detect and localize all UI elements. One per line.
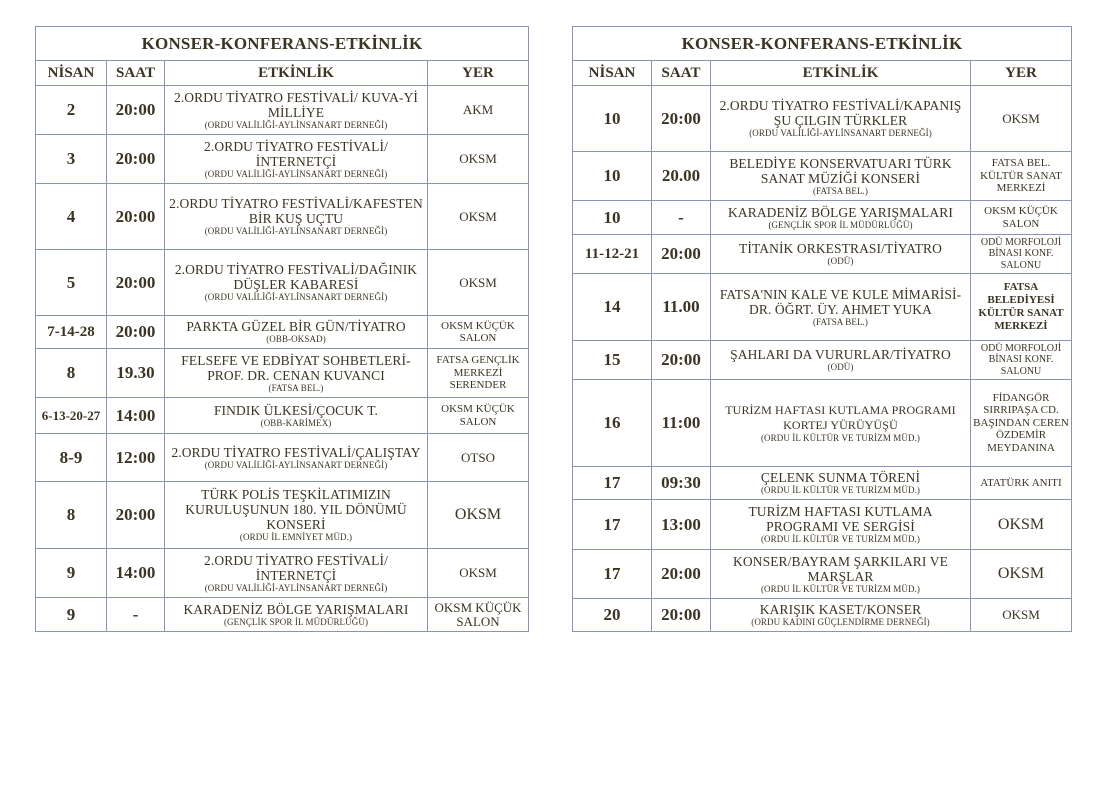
table-title-row [36,27,529,61]
event-title: ŞAHLARI DA VURURLAR/TİYATRO [730,347,951,362]
event-organizer: (FATSA BEL.) [812,316,869,327]
event-organizer: (FATSA BEL.) [812,185,869,196]
header-event: ETKİNLİK [711,61,971,86]
row-time: 20:00 [107,316,165,349]
row-venue: OKSM KÜÇÜK SALON [428,398,529,434]
row-time: 09:30 [652,467,711,500]
event-title: KONSER/BAYRAM ŞARKILARI VE MARŞLAR [733,553,948,584]
row-day: 17 [573,500,652,550]
row-event-cell [165,86,428,135]
event-organizer: (ORDU İL EMNİYET MÜD.) [239,532,353,542]
row-event-cell [711,467,971,500]
column-header-row [573,61,1072,86]
row-time: 11:00 [652,380,711,467]
row-day: 10 [573,86,652,152]
row-venue: OKSM KÜÇÜK SALON [428,316,529,349]
header-time: SAAT [652,61,711,86]
event-title: 2.ORDU TİYATRO FESTİVALİ/İNTERNETÇİ [204,138,388,169]
event-title: 2.ORDU TİYATRO FESTİVALİ/ÇALIŞTAY [171,444,421,460]
event-organizer: (GENÇLİK SPOR İL MÜDÜRLÜĞÜ) [768,219,913,230]
row-day: 10 [573,152,652,201]
event-title: BELEDİYE KONSERVATUARI TÜRK SANAT MÜZİĞİ KONSERİ [729,155,952,186]
event-title: 2.ORDU TİYATRO FESTİVALİ/KAFESTEN BİR KUŞ UÇTU [169,196,423,226]
event-title: FATSA'NIN KALE VE KULE MİMARİSİ- DR. ÖĞRT. ÜY. AHMET YUKA [719,286,962,317]
event-title: KARADENİZ BÖLGE YARIŞMALARI [183,601,409,617]
row-day: 20 [573,599,652,632]
row-time: 19.30 [107,349,165,398]
row-day: 17 [573,550,652,599]
table-row [36,598,529,632]
row-day: 5 [36,250,107,316]
table-row [36,349,529,398]
row-day: 9 [36,549,107,598]
row-time: 20:00 [652,86,711,152]
event-title: 2.ORDU TİYATRO FESTİVALİ/ KUVA-Yİ MİLLİYE [173,89,419,120]
row-event-cell [165,135,428,184]
row-event-cell [711,274,971,341]
row-time: 20:00 [652,550,711,599]
row-venue: FATSA GENÇLİK MERKEZİ SERENDER [428,349,529,398]
row-venue: OKSM KÜÇÜK SALON [971,201,1072,235]
row-venue: ATATÜRK ANITI [971,467,1072,500]
row-venue: OTSO [428,434,529,482]
table-row [573,500,1072,550]
event-organizer: (ORDU VALİLİĞİ-AYLİNSANART DERNEĞİ) [749,128,932,138]
row-venue: OKSM KÜÇÜK SALON [428,598,529,632]
event-title: TİTANİK ORKESTRASI/TİYATRO [739,241,942,256]
row-time: - [107,598,165,632]
row-event-cell [711,201,971,235]
row-day: 8 [36,349,107,398]
row-time: - [652,201,711,235]
row-venue: ODÜ MORFOLOJİ BİNASI KONF. SALONU [971,235,1072,274]
event-organizer: (ORDU VALİLİĞİ-AYLİNSANART DERNEĞİ) [204,168,388,179]
event-title: KARIŞIK KASET/KONSER [759,602,922,617]
row-event-cell [165,598,428,632]
row-event-cell [711,152,971,201]
table-row [573,201,1072,235]
row-day: 2 [36,86,107,135]
row-event-cell [165,549,428,598]
row-time: 11.00 [652,274,711,341]
event-organizer: (OBB-KARİMEX) [260,417,332,428]
header-time: SAAT [107,61,165,86]
row-time: 20:00 [107,135,165,184]
table-row [36,316,529,349]
row-time: 20:00 [652,235,711,274]
table-row [573,274,1072,341]
row-event-cell [711,86,971,152]
row-venue: OKSM [971,599,1072,632]
table-title: KONSER-KONFERANS-ETKİNLİK [573,27,1072,61]
row-day: 8 [36,482,107,549]
row-time: 20:00 [107,86,165,135]
row-time: 14:00 [107,398,165,434]
table-row [36,184,529,250]
event-title: TÜRK POLİS TEŞKİLATIMIZIN KURULUŞUNUN 180. YIL DÖNÜMÜ KONSERİ [185,487,407,532]
row-event-cell [165,316,428,349]
row-day: 8-9 [36,434,107,482]
event-title: 2.ORDU TİYATRO FESTİVALİ/DAĞINIK DÜŞLER KABARESİ [174,262,418,292]
row-day: 16 [573,380,652,467]
event-title: PARKTA GÜZEL BİR GÜN/TİYATRO [186,319,406,334]
event-organizer: (ORDU İL KÜLTÜR VE TURİZM MÜD.) [760,534,921,544]
row-event-cell [165,434,428,482]
event-organizer: (ORDU VALİLİĞİ-AYLİNSANART DERNEĞİ) [204,459,388,470]
table-row [36,549,529,598]
table-row [36,482,529,549]
row-event-cell [165,482,428,549]
event-organizer: (ORDU VALİLİĞİ-AYLİNSANART DERNEĞİ) [204,226,388,236]
row-day: 9 [36,598,107,632]
event-organizer: (ODÜ) [827,362,854,372]
event-organizer: (OBB-OKSAD) [266,334,326,344]
row-venue: OKSM [428,250,529,316]
row-day: 10 [573,201,652,235]
event-organizer: (FATSA BEL.) [268,382,324,393]
event-title: FELSEFE VE EDBİYAT SOHBETLERİ-PROF. DR. CENAN KUVANCI [181,352,411,383]
event-organizer: (ORDU KADINI GÜÇLENDİRME DERNEĞİ) [751,617,930,627]
row-time: 20.00 [652,152,711,201]
event-title: ÇELENK SUNMA TÖRENİ [760,470,921,485]
row-day: 11-12-21 [573,235,652,274]
row-venue: OKSM [428,482,529,549]
row-time: 14:00 [107,549,165,598]
row-event-cell [711,500,971,550]
event-organizer: (ORDU VALİLİĞİ-AYLİNSANART DERNEĞİ) [204,119,388,130]
row-event-cell [165,349,428,398]
row-time: 20:00 [107,482,165,549]
table-row [36,434,529,482]
row-venue: AKM [428,86,529,135]
row-day: 3 [36,135,107,184]
row-day: 6-13-20-27 [36,398,107,434]
table-row [573,86,1072,152]
row-venue: OKSM [971,500,1072,550]
header-venue: YER [971,61,1072,86]
row-time: 13:00 [652,500,711,550]
event-title: TURİZM HAFTASI KUTLAMA PROGRAMI VE SERGİSİ [748,504,933,534]
row-venue: OKSM [428,184,529,250]
row-event-cell [165,398,428,434]
row-event-cell [711,380,971,467]
row-time: 20:00 [107,250,165,316]
row-time: 12:00 [107,434,165,482]
event-organizer: (GENÇLİK SPOR İL MÜDÜRLÜĞÜ) [223,616,369,627]
row-event-cell [711,235,971,274]
table-row [573,152,1072,201]
header-month: NİSAN [36,61,107,86]
row-day: 14 [573,274,652,341]
event-title: 2.ORDU TİYATRO FESTİVALİ/İNTERNETÇİ [204,552,388,583]
row-day: 4 [36,184,107,250]
row-venue: OKSM [971,86,1072,152]
row-time: 20:00 [107,184,165,250]
table-row [573,599,1072,632]
table-title: KONSER-KONFERANS-ETKİNLİK [36,27,529,61]
header-venue: YER [428,61,529,86]
event-organizer: (ORDU İL KÜLTÜR VE TURİZM MÜD.) [760,432,921,443]
row-event-cell [711,550,971,599]
row-venue: FİDANGÖR SIRRIPAŞA CD. BAŞINDAN CEREN ÖZDEMİR MEYDANINA [971,380,1072,467]
event-organizer: (ORDU İL KÜLTÜR VE TURİZM MÜD.) [760,583,921,594]
column-header-row [36,61,529,86]
event-organizer: (ORDU VALİLİĞİ-AYLİNSANART DERNEĞİ) [204,292,388,302]
row-day: 7-14-28 [36,316,107,349]
event-organizer: (ORDU VALİLİĞİ-AYLİNSANART DERNEĞİ) [204,582,388,593]
row-venue: FATSA BELEDİYESİ KÜLTÜR SANAT MERKEZİ [971,274,1072,341]
event-title: TURİZM HAFTASI KUTLAMA PROGRAMI KORTEJ YÜRÜYÜŞÜ [725,402,956,432]
table-row [573,550,1072,599]
table-row [573,467,1072,500]
row-venue: ODÜ MORFOLOJİ BİNASI KONF. SALONU [971,341,1072,380]
table-row [573,380,1072,467]
row-venue: OKSM [428,135,529,184]
header-event: ETKİNLİK [165,61,428,86]
row-event-cell [165,250,428,316]
row-event-cell [711,599,971,632]
event-organizer: (ORDU İL KÜLTÜR VE TURİZM MÜD.) [760,485,921,495]
row-event-cell [165,184,428,250]
table-row [573,235,1072,274]
event-organizer: (ODÜ) [827,256,854,266]
table-row [36,398,529,434]
schedule-table-left [35,26,529,632]
table-row [36,86,529,135]
row-time: 20:00 [652,599,711,632]
table-row [36,135,529,184]
row-venue: OKSM [971,550,1072,599]
table-title-row [573,27,1072,61]
row-event-cell [711,341,971,380]
row-venue: OKSM [428,549,529,598]
header-month: NİSAN [573,61,652,86]
schedule-table-right [572,26,1072,632]
row-day: 15 [573,341,652,380]
row-time: 20:00 [652,341,711,380]
table-row [36,250,529,316]
event-title: KARADENİZ BÖLGE YARIŞMALARI [728,204,953,220]
row-day: 17 [573,467,652,500]
event-title: FINDIK ÜLKESİ/ÇOCUK T. [213,402,379,418]
row-venue: FATSA BEL. KÜLTÜR SANAT MERKEZİ [971,152,1072,201]
event-title: 2.ORDU TİYATRO FESTİVALİ/KAPANIŞ ŞU ÇILGIN TÜRKLER [719,98,962,128]
table-row [573,341,1072,380]
